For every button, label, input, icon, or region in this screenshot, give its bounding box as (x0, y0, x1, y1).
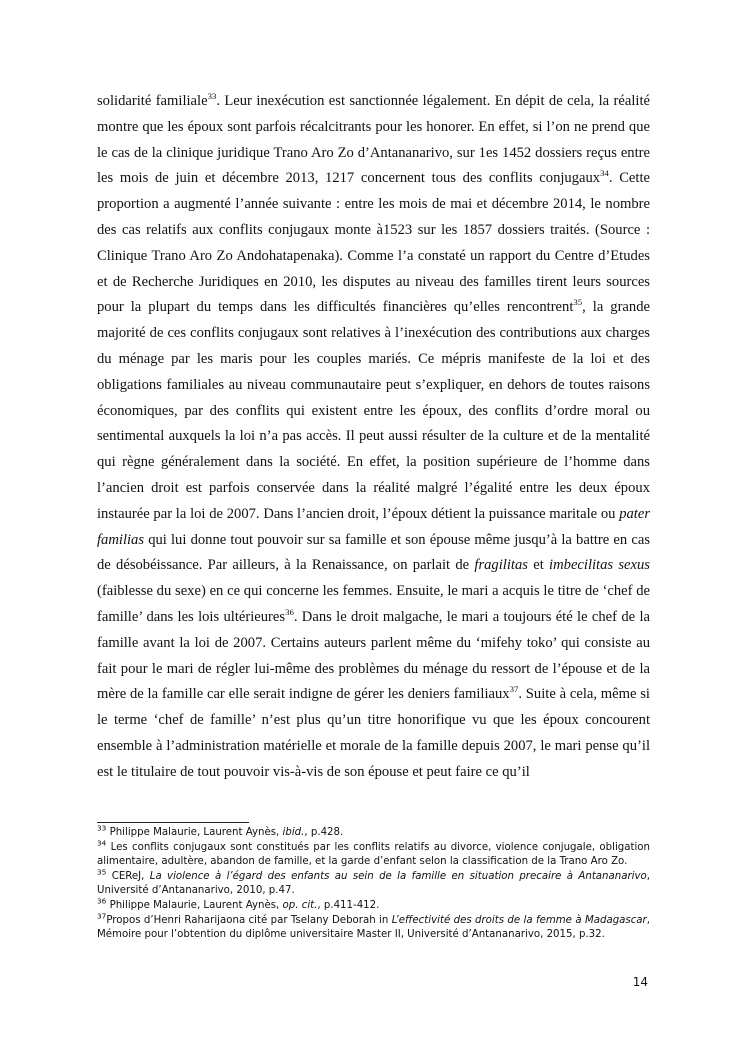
body-text: . Dans le droit malgache, le mari a toujours été le chef de la famille avant la loi de 2007. Certains auteurs parlent même du ‘mifehy toko’ qui consiste au fait pour le mari de régler lui-même des problèmes du ménage du ressort de l’épouse et de la mère de la famille car elle serait indigne de gérer les deniers familiaux (97, 608, 650, 703)
body-text: . Leur inexécution est sanctionnée légalement. En dépit de cela, la réalité montre que les époux sont parfois récalcitrants pour les honorer. En effet, si l’on ne prend que le cas de la clinique juridique Trano Aro Zo d’Antananarivo, sur 1es 1452 dossiers reçus entre les mois de juin et décembre 2013, 1217 concernent tous des conflits conjugaux (97, 93, 650, 187)
body-italic-text: imbecilitas sexus (549, 557, 650, 574)
footnote-footnote-ref: 34 (97, 838, 107, 848)
body-footnote-ref: 33 (207, 91, 217, 102)
body-footnote-ref: 35 (573, 297, 583, 308)
footnote-text: Les conflits conjugaux sont constitués par les conflits relatifs au divorce, violence conjugale, obligation alimentaire, adultère, abandon de famille, et la garde d’enfant selon la classification de la Trano Aro Zo. (97, 841, 650, 868)
body-text: (faiblesse du sexe) en ce qui concerne les femmes. Ensuite, le mari a acquis le titre de ‘chef de famille’ dans les lois ultérieures (97, 583, 650, 625)
footnote-text: , p.411-412. (317, 899, 380, 911)
footnote-text: Philippe Malaurie, Laurent Aynès, (106, 827, 283, 838)
footnote (97, 896, 650, 914)
footnote-text: , p.428. (304, 827, 344, 838)
footnote-footnote-ref: 37 (97, 911, 107, 921)
footnote-footnote-ref: 36 (97, 896, 107, 906)
body-text: . Cette proportion a augmenté l’année suivante : entre les mois de mai et décembre 2014, le nombre des cas relatifs aux conflits conjugaux monte à1523 sur les 1857 dossiers traités. (Source : Clinique Trano Aro Zo Andohatapenaka). Comme l’a constaté un rapport du Centre d’Etudes et de Recherche Juridiques en 2010, les disputes au niveau des familles tirent leurs sources pour la plupart du temps dans les difficultés financières qu’elles rencontrent (97, 170, 650, 316)
body-text: . Suite à cela, même si le terme ‘chef de famille’ n’est plus qu’un titre honorifique vu que les époux concourent ensemble à l’administration matérielle et morale de la famille depuis 2007, le mari pense qu’il est le titulaire de tout pouvoir vis-à-vis de son épouse et peut faire ce qu’il (97, 686, 650, 780)
body-text: , la grande majorité de ces conflits conjugaux sont relatives à l’inexécution des contributions aux charges du ménage par les maris pour les couples mariés. Ce mépris manifeste de la loi et des obligations familiales au niveau communautaire peut s’expliquer, en dehors de toutes raisons économiques, par des conflits qui existent entre les époux, des conflits d’ordre moral ou sentimental auxquels la loi n’a pas accès. Il peut aussi résulter de la culture et de la mentalité qui règne généralement dans la société. En effet, la position supérieure de l’homme dans l’ancien droit est parfois conservée dans la réalité malgré l’égalité entre les deux époux instaurée par la loi de 2007. Dans l’ancien droit, l’époux détient la puissance maritale ou (97, 299, 650, 522)
footnote-text: , Mémoire pour l’obtention du diplôme universitaire Master II, Université d’Antananarivo, 2015, p.32. (97, 914, 650, 941)
body-paragraph (97, 89, 650, 786)
footnote (97, 911, 650, 943)
body-italic-text: fragilitas (474, 557, 528, 574)
footnote-italic-text: L’effectivité des droits de la femme à Madagascar (391, 914, 647, 926)
footnote (97, 838, 650, 870)
body-footnote-ref: 34 (600, 168, 609, 179)
footnote-separator (97, 822, 249, 823)
body-footnote-ref: 36 (285, 607, 294, 618)
body-italic-text: pater familias (97, 505, 650, 548)
footnote-italic-text: ibid. (282, 827, 305, 838)
footnote (97, 867, 650, 899)
body-footnote-ref: 37 (509, 684, 519, 695)
footnote-text: CEReJ, (106, 870, 150, 882)
body-text: qui lui donne tout pouvoir sur sa famille et son épouse même jusqu’à la battre en cas de désobéissance. Par ailleurs, à la Renaissance, on parlait de (97, 531, 650, 574)
footnote-text: , Université d’Antananarivo, 2010, p.47. (97, 870, 650, 897)
page-number: 14 (632, 975, 648, 989)
footnote (97, 823, 650, 841)
footnotes (97, 823, 650, 943)
footnote-text: Philippe Malaurie, Laurent Aynès, (106, 899, 283, 911)
footnote-text: Propos d’Henri Raharijaona cité par Tselany Deborah in (106, 914, 392, 926)
body-text: et (527, 557, 550, 574)
footnote-footnote-ref: 35 (97, 867, 107, 877)
footnote-italic-text: op. cit. (282, 899, 318, 911)
footnote-italic-text: La violence à l’égard des enfants au sein de la famille en situation precaire à Antananarivo (149, 870, 647, 882)
body-text: solidarité familiale (97, 93, 208, 109)
footnote-footnote-ref: 33 (97, 823, 107, 833)
